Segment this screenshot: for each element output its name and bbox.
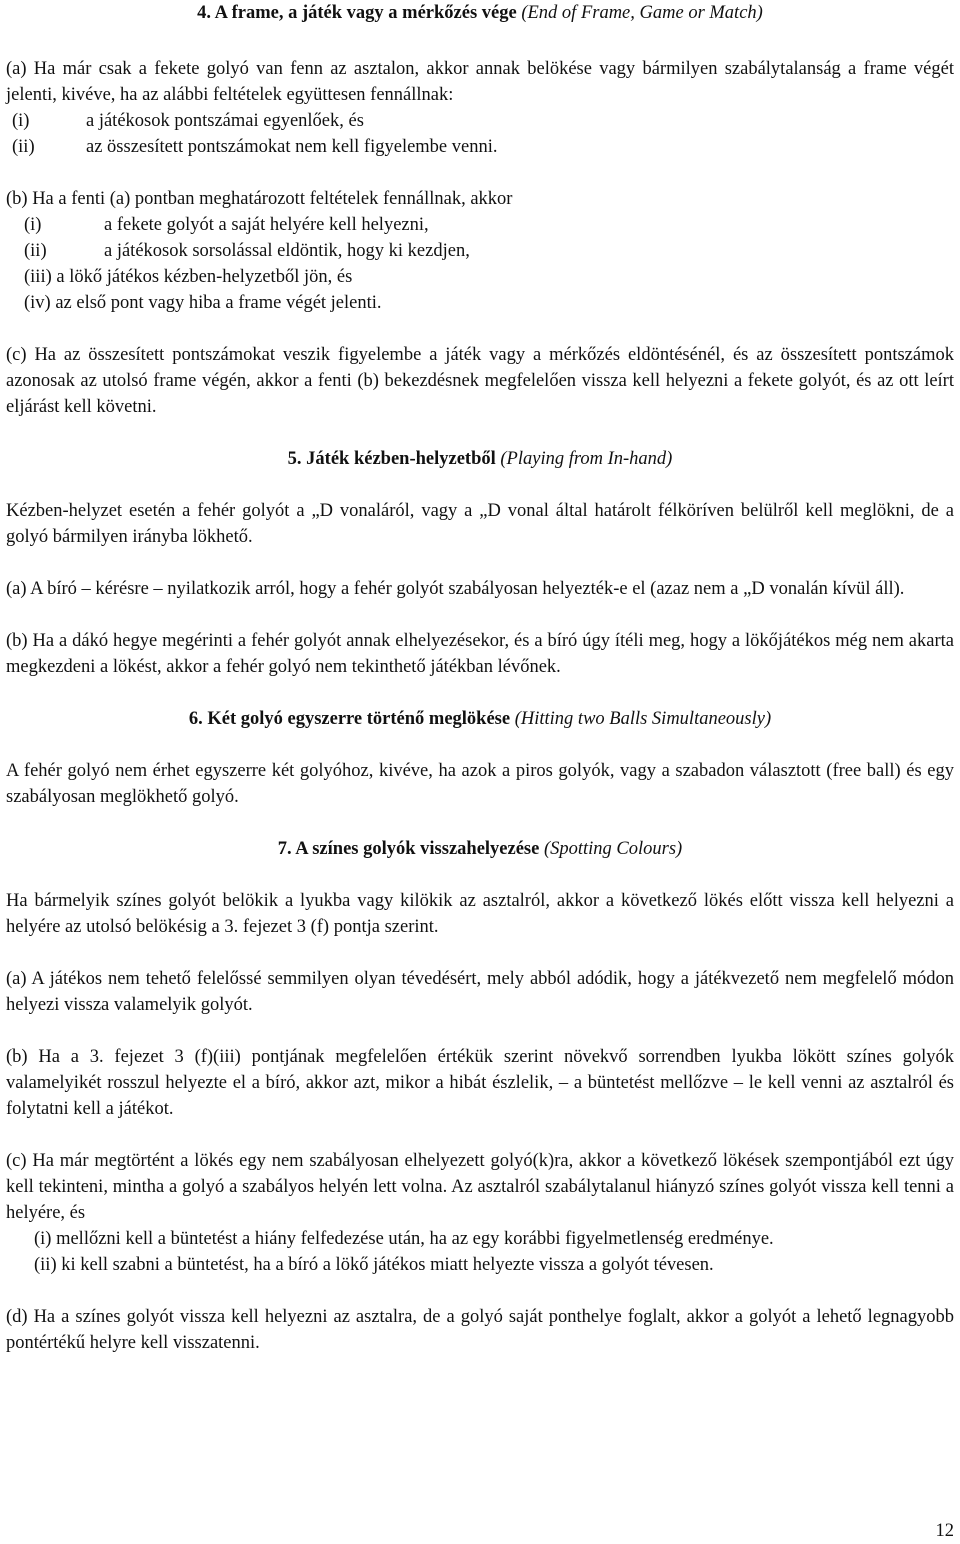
section-4-subtitle: (End of Frame, Game or Match) [521,3,763,23]
section-6-subtitle: (Hitting two Balls Simultaneously) [514,709,772,729]
section-4-para-c: (c) Ha az összesített pontszámokat veszik figyelembe a játék vagy a mérkőzés eldöntésénél, és az összesített pontszámok azonosak az utolsó frame végén, akkor a fenti (b) bekezdésnek megfelelően vissza kell helyezni a fekete golyót, és az ott leírt eljárást kell követni. [6,345,954,417]
section-5-subtitle: (Playing from In-hand) [500,449,673,469]
list-item: (i) a játékosok pontszámai egyenlőek, és [12,111,364,131]
page-number: 12 [935,1521,954,1541]
section-7-para-a: (a) A játékos nem tehető felelőssé semmilyen olyan tévedésért, mely abból adódik, hogy a játékvezető nem megfelelő módon helyezi vissza valamelyik golyót. [6,969,954,1015]
section-6-text: A fehér golyó nem érhet egyszerre két golyóhoz, kivéve, ha azok a piros golyók, vagy a szabadon választott (free ball) és egy szabályosan meglökhető golyó. [6,761,954,807]
list-item: (ii) az összesített pontszámokat nem kell figyelembe venni. [12,137,498,157]
section-6-heading: 6. Két golyó egyszerre történő meglökése (Hitting two Balls Simultaneously) [188,709,772,729]
section-7-para-c: (c) Ha már megtörtént a lökés egy nem szabályosan elhelyezett golyó(k)ra, akkor a következő lökések szempontjából ezt úgy kell tekinteni, mintha a golyó a szabályos helyén lett volna. Az asztalról szabálytalanul hiányzó színes golyót vissza kell tenni a helyére, és [6,1151,954,1223]
section-7-subtitle: (Spotting Colours) [543,839,683,859]
list-item: (i) mellőzni kell a büntetést a hiány felfedezése után, ha az egy korábbi figyelmetlenség eredménye. [34,1229,774,1249]
section-5-para-b: (b) Ha a dákó hegye megérinti a fehér golyót annak elhelyezésekor, és a bíró úgy ítéli meg, hogy a lökőjátékos még nem akarta megkezdeni a lökést, akkor a fehér golyó nem tekinthető játékban lévőnek. [6,631,954,677]
list-item: (i) a fekete golyót a saját helyére kell helyezni, [24,215,429,235]
section-5-heading: 5. Játék kézben-helyzetből (Playing from In-hand) [287,449,673,469]
section-4-para-a: (a) Ha már csak a fekete golyó van fenn az asztalon, akkor annak belökése vagy bármilyen szabálytalanság a frame végét jelenti, kivéve, ha az alábbi feltételek együttesen fennállnak: [6,59,954,105]
list-item: (iii) a lökő játékos kézben-helyzetből jön, és [24,267,353,287]
section-7-para-b: (b) Ha a 3. fejezet 3 (f)(iii) pontjának megfelelően értékük szerint növekvő sorrendben lyukba lökött színes golyók valamelyikét rosszul helyezte el a bíró, akkor azt, mikor a hibát észlelik, – a büntetést mellőzve – le kell venni az asztalról és folytatni kell a játékot. [6,1047,954,1119]
list-item: (ii) ki kell szabni a büntetést, ha a bíró a lökő játékos miatt helyezte vissza a golyót tévesen. [34,1255,714,1275]
section-7-para-d: (d) Ha a színes golyót vissza kell helyezni az asztalra, de a golyó saját ponthelye foglalt, akkor a golyót a lehető legnagyobb pontértékű helyre kell visszatenni. [6,1307,954,1353]
section-7-intro: Ha bármelyik színes golyót belökik a lyukba vagy kilökik az asztalról, akkor a következő lökés előtt vissza kell helyezni a helyére az utolsó belökésig a 3. fejezet 3 (f) pontja szerint. [6,891,954,937]
section-4-para-b: (b) Ha a fenti (a) pontban meghatározott feltételek fennállnak, akkor [6,189,513,209]
section-4-heading: 4. A frame, a játék vagy a mérkőzés vége (End of Frame, Game or Match) [197,3,763,23]
section-5-para-a: (a) A bíró – kérésre – nyilatkozik arról, hogy a fehér golyót szabályosan helyezték-e el (azaz nem a „D vonalán kívül áll). [6,579,905,599]
list-item: (ii) a játékosok sorsolással eldöntik, hogy ki kezdjen, [24,241,470,261]
section-7-heading: 7. A színes golyók visszahelyezése (Spotting Colours) [277,839,683,859]
section-5-intro: Kézben-helyzet esetén a fehér golyót a „D vonaláról, vagy a „D vonal által határolt félköríven belülről kell meglökni, de a golyó bármilyen irányba lökhető. [6,501,954,547]
document-page [6,0,954,1356]
list-item: (iv) az első pont vagy hiba a frame végét jelenti. [24,293,382,313]
